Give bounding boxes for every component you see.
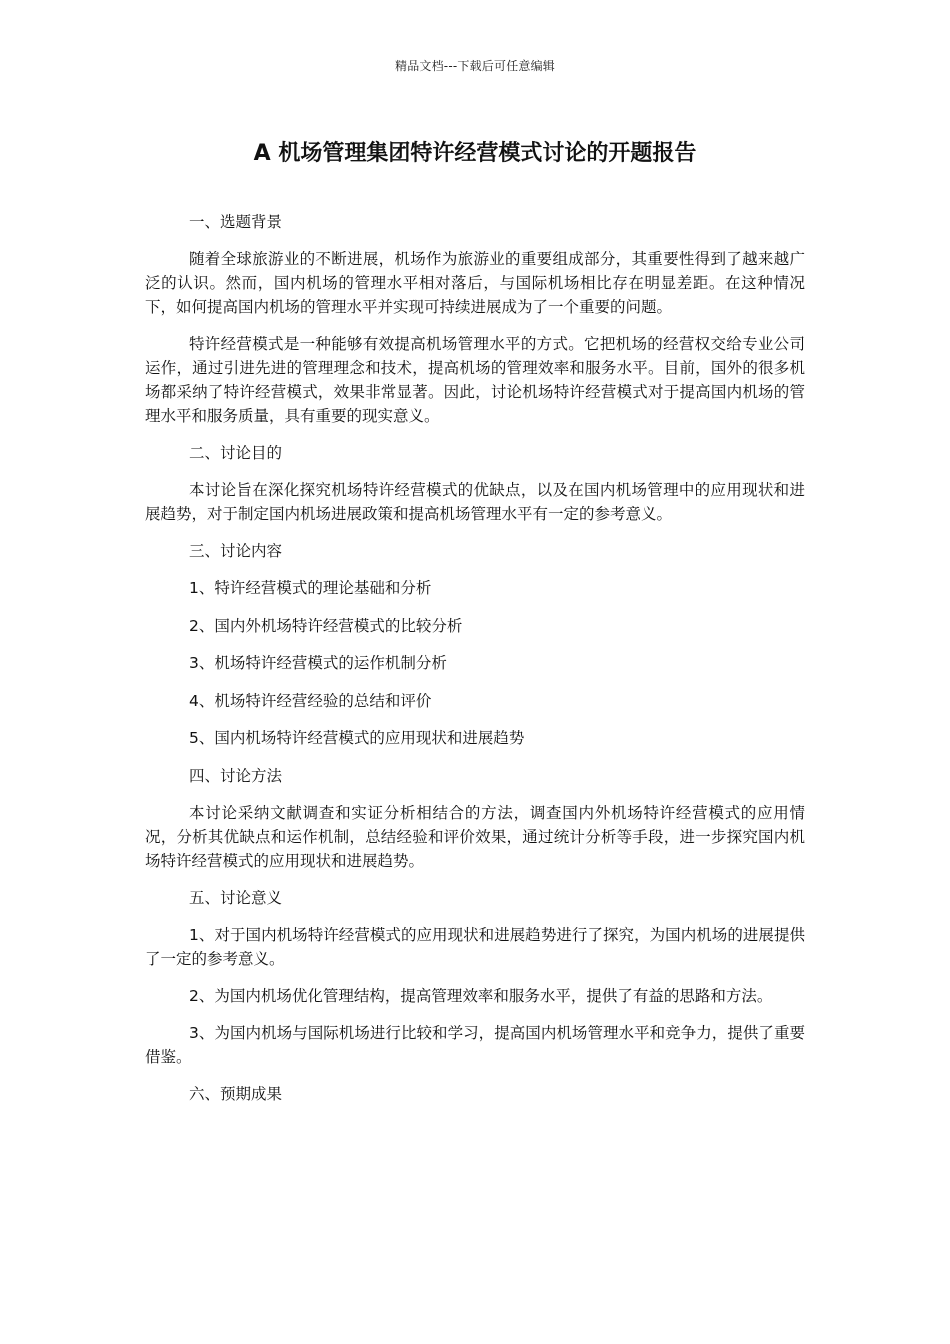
section-heading-significance: 五、讨论意义: [189, 888, 283, 907]
list-item: 2、国内外机场特许经营模式的比较分析: [189, 616, 463, 635]
section-heading-purpose: 二、讨论目的: [189, 444, 283, 462]
list-item: 3、为国内机场与国际机场进行比较和学习，提高国内机场管理水平和竞争力，提供了重要借鉴。: [145, 1023, 805, 1066]
list-item: 4、机场特许经营经验的总结和评价: [189, 691, 432, 710]
list-item: 5、国内机场特许经营模式的应用现状和进展趋势: [189, 729, 525, 747]
paragraph: 特许经营模式是一种能够有效提高机场管理水平的方式。它把机场的经营权交给专业公司运作，通过引进先进的管理理念和技术，提高机场的管理效率和服务水平。目前，国外的很多机场都采纳了特许经营模式，效果非常显著。因此，讨论机场特许经营模式对于提高国内机场的管理水平和服务质量，具有重要的现实意义。: [145, 335, 805, 425]
section-heading-background: 一、选题背景: [189, 213, 283, 231]
paragraph: 随着全球旅游业的不断进展，机场作为旅游业的重要组成部分，其重要性得到了越来越广泛的认识。然而，国内机场的管理水平相对落后，与国际机场相比存在明显差距。在这种情况下，如何提高国内机场的管理水平并实现可持续进展成为了一个重要的问题。: [145, 250, 805, 316]
header-note: 精品文档---下载后可任意编辑: [395, 59, 555, 73]
list-item: 1、对于国内机场特许经营模式的应用现状和进展趋势进行了探究，为国内机场的进展提供了一定的参考意义。: [145, 925, 805, 968]
list-item: 3、机场特许经营模式的运作机制分析: [189, 654, 447, 672]
list-item: 2、为国内机场优化管理结构，提高管理效率和服务水平，提供了有益的思路和方法。: [189, 986, 773, 1005]
section-heading-method: 四、讨论方法: [189, 766, 283, 785]
paragraph: 本讨论旨在深化探究机场特许经营模式的优缺点，以及在国内机场管理中的应用现状和进展趋势，对于制定国内机场进展政策和提高机场管理水平有一定的参考意义。: [145, 481, 805, 523]
section-heading-content: 三、讨论内容: [189, 542, 283, 560]
list-item: 1、特许经营模式的理论基础和分析: [189, 579, 432, 597]
paragraph: 本讨论采纳文献调查和实证分析相结合的方法，调查国内外机场特许经营模式的应用情况，分析其优缺点和运作机制，总结经验和评价效果，通过统计分析等手段，进一步探究国内机场特许经营模式的应用现状和进展趋势。: [145, 803, 805, 870]
document-title: A 机场管理集团特许经营模式讨论的开题报告: [253, 141, 697, 166]
document-body: [145, 210, 805, 1119]
section-heading-results: 六、预期成果: [189, 1084, 283, 1103]
